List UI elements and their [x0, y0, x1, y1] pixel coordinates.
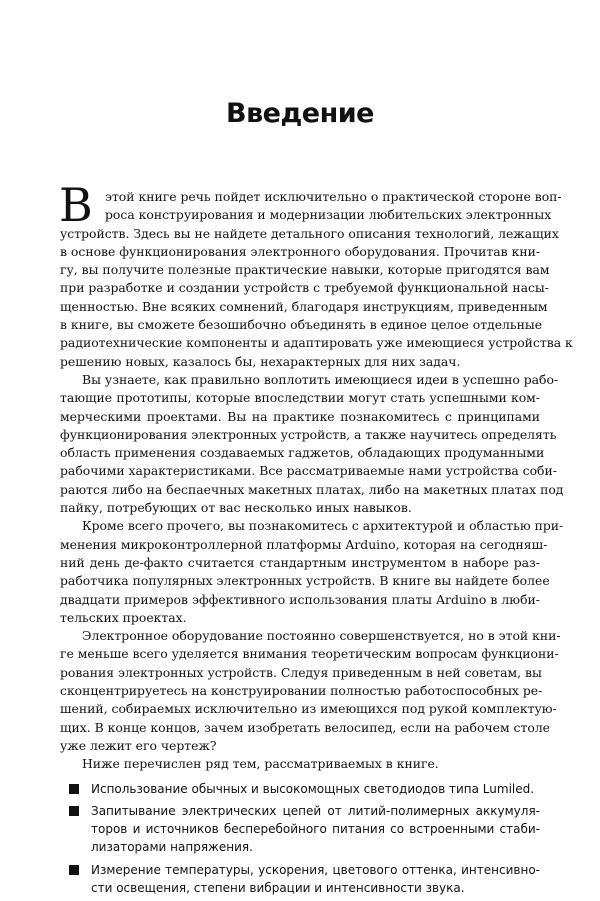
paragraph-line: роса конструирования и модернизации любительских электронных	[105, 207, 552, 223]
paragraph-line: гу, вы получите полезные практические навыки, которые пригодятся вам	[60, 262, 550, 278]
paragraph-line: область применения создаваемых гаджетов, обладающих продуманными	[60, 445, 545, 461]
paragraph-line: устройств. Здесь вы не найдете детального описания технологий, лежащих	[60, 225, 559, 241]
list-item-line: лизаторами напряжения.	[91, 840, 253, 855]
paragraph-5	[60, 755, 540, 773]
paragraph-2	[60, 371, 564, 517]
paragraph-line: функционирования электронных устройств, а также научитесь определять	[60, 426, 557, 442]
paragraph-line: работчика популярных электронных устройств. В книге вы найдете более	[60, 573, 550, 589]
paragraph-1	[59, 178, 573, 371]
paragraph-4	[60, 627, 561, 755]
chapter-title: Введение	[226, 98, 374, 129]
paragraph-line: Ниже перечислен ряд тем, рассматриваемых в книге.	[82, 756, 439, 772]
square-bullet-icon	[69, 806, 79, 816]
paragraph-line: щих. В конце концов, зачем изобретать велосипед, если на рабочем столе	[60, 719, 551, 735]
drop-cap: В	[59, 178, 93, 232]
list-item-line: сти освещения, степени вибрации и интенсивности звука.	[91, 880, 465, 895]
paragraph-3	[60, 517, 564, 627]
paragraph-line: тельских проектах.	[60, 609, 187, 625]
paragraph-line: в основе функционирования электронного оборудования. Прочитав кни-	[60, 243, 541, 259]
paragraph-line: менения микроконтроллерной платформы Arduino, которая на сегодняш-	[60, 536, 548, 552]
paragraph-line: решению новых, казалось бы, нехарактерных для них задач.	[60, 353, 461, 369]
paragraph-line: шений, собираемых исключительно из имеющихся под рукой комплектую-	[60, 701, 557, 717]
list-item-line: торов и источников бесперебойного питания со встроенными стаби-	[91, 822, 540, 837]
list-item	[60, 861, 540, 898]
paragraph-line: ний день де-факто считается стандартным инструментом в наборе раз-	[60, 554, 540, 570]
paragraph-line: рабочими характеристиками. Все рассматриваемые нами устройства соби-	[60, 463, 557, 479]
paragraph-line: В этой книге речь пойдет исключительно о практической стороне воп-	[59, 178, 562, 232]
list-item	[60, 802, 540, 857]
paragraph-line: сконцентрируетесь на конструировании полностью работоспособных ре-	[60, 683, 543, 699]
paragraph-line: Кроме всего прочего, вы познакомитесь с архитектурой и областью при-	[82, 518, 564, 534]
paragraph-line: Электронное оборудование постоянно совершенствуется, но в этой кни-	[82, 628, 561, 644]
page-body	[59, 178, 573, 901]
paragraph-line: мерческими проектами. Вы на практике познакомитесь с принципами	[60, 408, 540, 424]
square-bullet-icon	[69, 865, 79, 875]
list-item-line: Использование обычных и высокомощных светодиодов типа Lumiled.	[91, 781, 535, 796]
list-item	[60, 780, 540, 798]
paragraph-line: пайку, потребующих от вас несколько иных навыков.	[60, 500, 412, 516]
paragraph-line: в книге, вы сможете безошибочно объединять в единое целое отдельные	[60, 317, 543, 333]
topic-list	[60, 780, 540, 898]
paragraph-line: тающие прототипы, которые впоследствии могут стать успешными ком-	[60, 390, 540, 406]
paragraph-line: уже лежит его чертеж?	[60, 737, 217, 753]
list-item-line: Измерение температуры, ускорения, цветового оттенка, интенсивно-	[91, 862, 540, 877]
paragraph-line: при разработке и создании устройств с требуемой функциональной насы-	[60, 280, 549, 296]
list-item-line: Запитывание электрических цепей от литий-полимерных аккумуля-	[91, 803, 540, 818]
paragraph-line: раются либо на беспаечных макетных платах, либо на макетных платах под	[60, 481, 564, 497]
paragraph-line: щенностью. Вне всяких сомнений, благодаря инструкциям, приведенным	[60, 298, 548, 314]
paragraph-line: двадцати примеров эффективного использования платы Arduino в люби-	[60, 591, 540, 607]
paragraph-line: радиотехнические компоненты и адаптировать уже имеющиеся устройства к	[60, 335, 573, 351]
paragraph-line: Вы узнаете, как правильно воплотить имеющиеся идеи в успешно рабо-	[82, 371, 559, 387]
paragraph-line: ге меньше всего уделяется внимания теоретическим вопросам функциони-	[60, 646, 559, 662]
paragraph-line: рования электронных устройств. Следуя приведенным в ней советам, вы	[60, 664, 542, 680]
square-bullet-icon	[69, 784, 79, 794]
